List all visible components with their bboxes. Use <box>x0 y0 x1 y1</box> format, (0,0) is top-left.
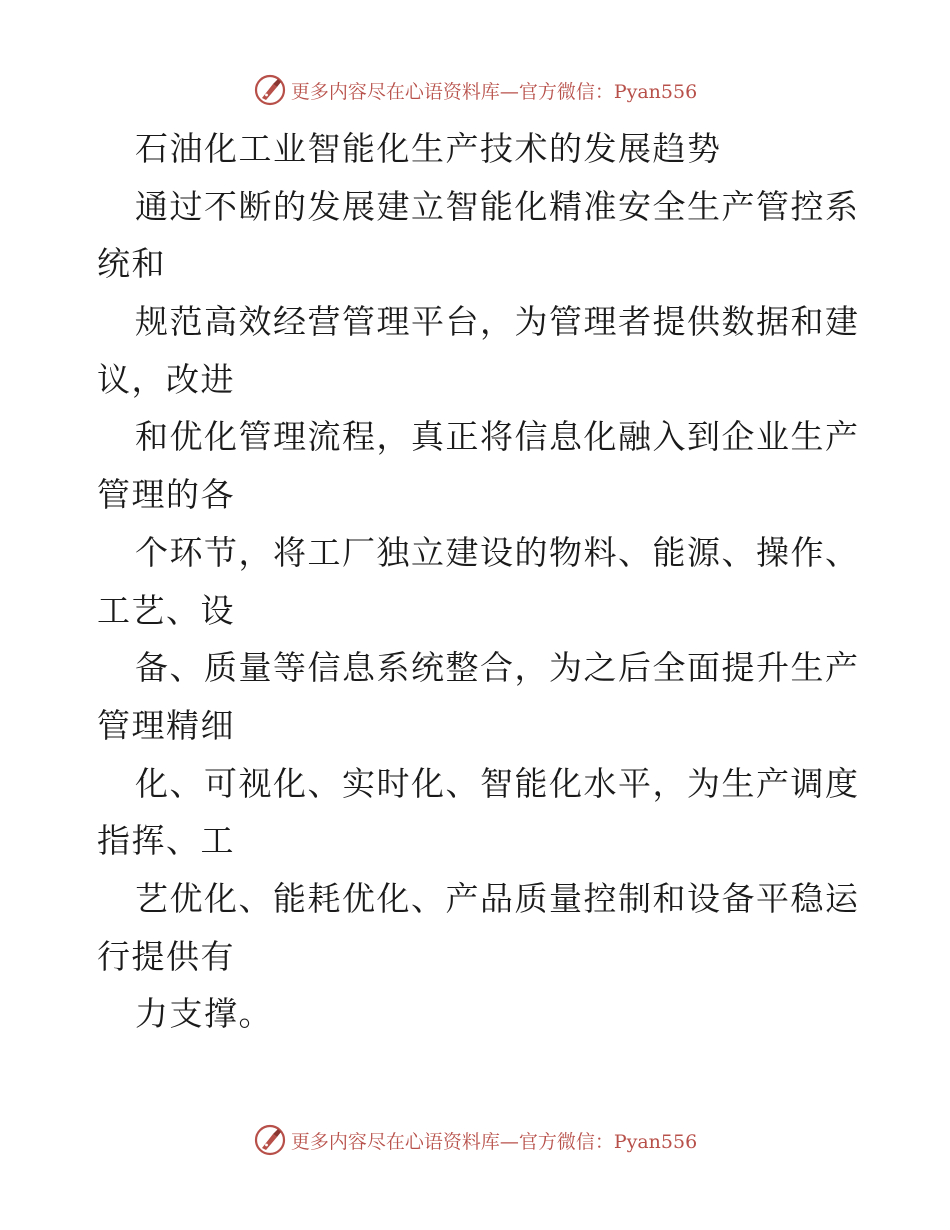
footer-banner-text: 更多内容尽在心语资料库—官方微信：Pyan556 <box>290 1130 698 1153</box>
text-line: 工艺、设 <box>97 590 235 630</box>
text-line: 统和 <box>97 244 166 284</box>
text-line: 力支撑。 <box>135 994 273 1034</box>
text-line: 管理精细 <box>97 705 235 745</box>
text-line: 备、质量等信息系统整合，为之后全面提升生产 <box>135 648 860 688</box>
text-line: 议，改进 <box>97 359 235 399</box>
header-banner-text: 更多内容尽在心语资料库—官方微信：Pyan556 <box>290 80 698 103</box>
text-line: 规范高效经营管理平台，为管理者提供数据和建 <box>135 302 860 342</box>
text-line: 通过不断的发展建立智能化精准安全生产管控系 <box>135 186 860 226</box>
text-line: 艺优化、能耗优化、产品质量控制和设备平稳运 <box>135 878 860 918</box>
footer-banner <box>0 1120 950 1160</box>
text-line: 指挥、工 <box>97 821 235 861</box>
document-body <box>97 120 860 1043</box>
fountain-pen-logo-icon <box>253 73 287 107</box>
text-line: 管理的各 <box>97 475 235 515</box>
text-line: 化、可视化、实时化、智能化水平，为生产调度 <box>135 763 860 803</box>
text-line: 个环节，将工厂独立建设的物料、能源、操作、 <box>135 532 860 572</box>
header-banner <box>0 70 950 110</box>
fountain-pen-logo-icon <box>253 1123 287 1157</box>
text-line: 行提供有 <box>97 936 235 976</box>
text-line: 石油化工业智能化生产技术的发展趋势 <box>135 129 722 168</box>
text-line: 和优化管理流程，真正将信息化融入到企业生产 <box>135 417 860 457</box>
